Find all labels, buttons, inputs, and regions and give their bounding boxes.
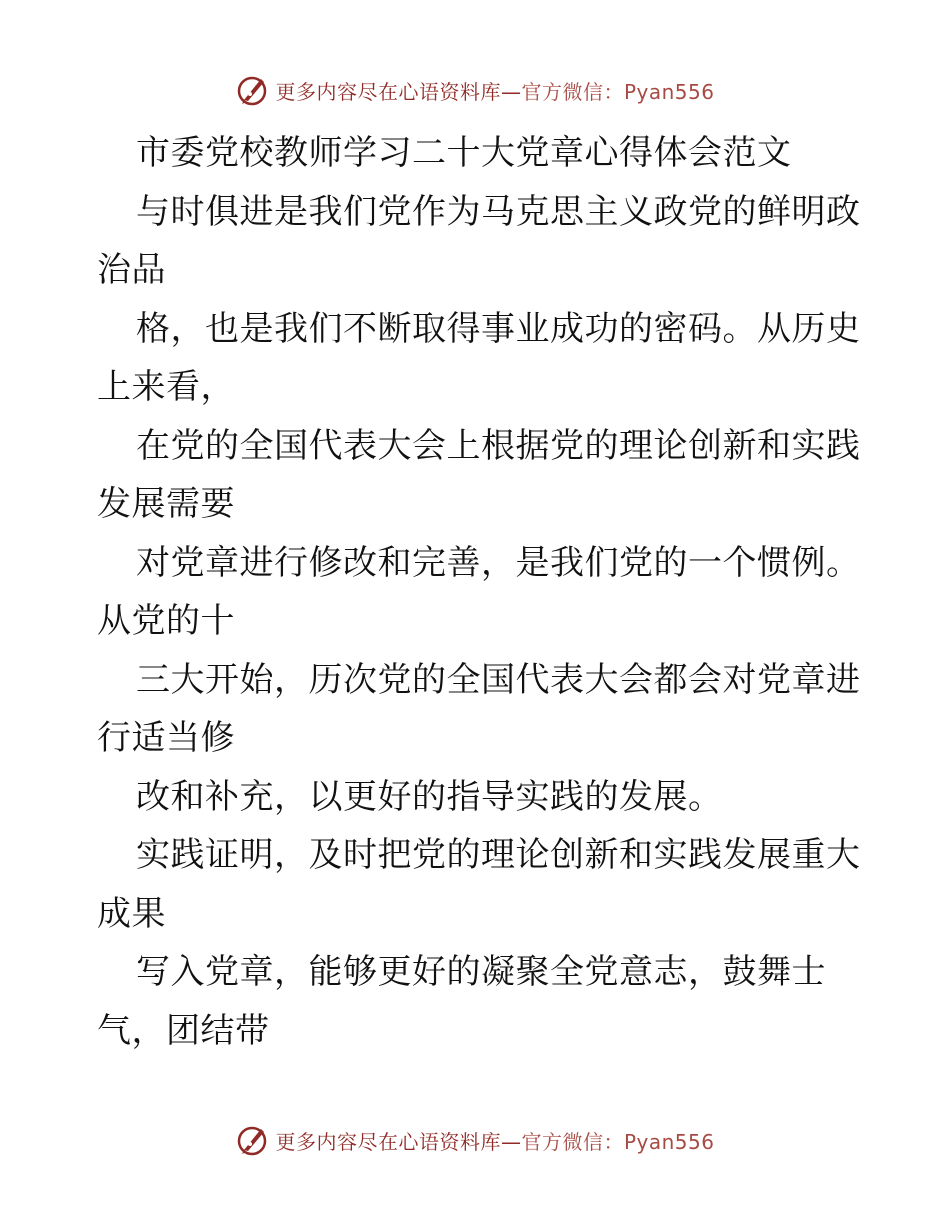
document-line: 在党的全国代表大会上根据党的理论创新和实践	[136, 425, 861, 466]
document-body	[97, 124, 861, 1060]
banner-separator: —	[500, 1129, 522, 1154]
document-line: 格，也是我们不断取得事业成功的密码。从历史	[136, 308, 861, 349]
quill-pen-logo-icon	[235, 1123, 269, 1157]
document-line: 写入党章，能够更好的凝聚全党意志，鼓舞士	[136, 952, 826, 992]
header-banner	[0, 70, 950, 110]
banner-separator: —	[500, 79, 522, 104]
banner-slogan: 更多内容尽在心语资料库	[275, 79, 501, 104]
footer-banner	[0, 1120, 950, 1160]
document-line: 实践证明，及时把党的理论创新和实践发展重大	[136, 835, 861, 875]
quill-pen-logo-icon	[235, 73, 269, 107]
document-line: 发展需要	[97, 484, 235, 524]
banner-text	[275, 76, 714, 105]
document-line: 从党的十	[97, 601, 235, 641]
document-line: 与时俱进是我们党作为马克思主义政党的鲜明政	[136, 191, 861, 232]
document-title: 市委党校教师学习二十大党章心得体会范文	[136, 133, 792, 173]
banner-text	[275, 1126, 714, 1155]
document-line: 改和补充，以更好的指导实践的发展。	[136, 776, 723, 817]
document-line: 行适当修	[97, 718, 235, 758]
document-line: 治品	[97, 250, 166, 290]
document-line: 气，团结带	[97, 1010, 270, 1051]
document-line: 对党章进行修改和完善，是我们党的一个惯例。	[136, 542, 861, 583]
banner-wechat: 官方微信：Pyan556	[521, 79, 715, 104]
banner-wechat: 官方微信：Pyan556	[521, 1129, 715, 1154]
document-line: 成果	[97, 893, 166, 934]
banner-slogan: 更多内容尽在心语资料库	[275, 1129, 501, 1154]
document-line: 上来看，	[97, 367, 235, 407]
document-line: 三大开始，历次党的全国代表大会都会对党章进	[136, 659, 861, 700]
